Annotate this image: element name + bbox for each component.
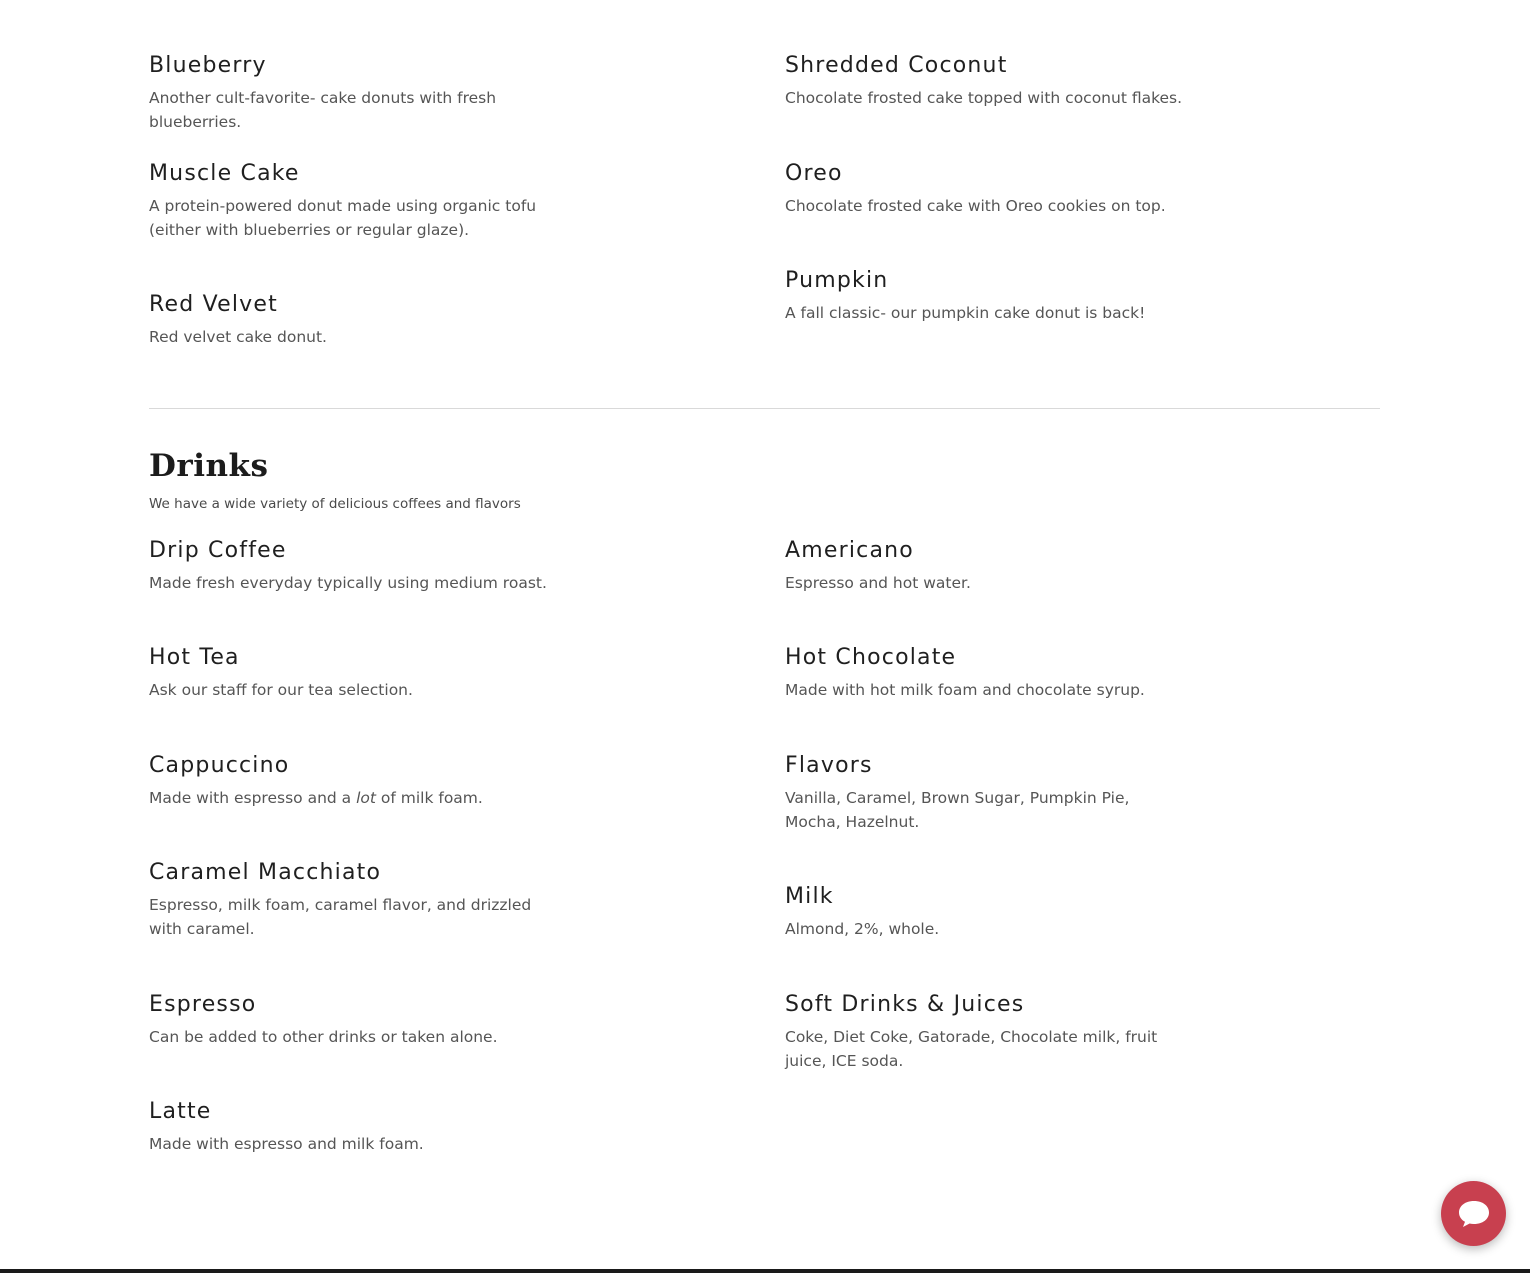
item-name: Latte	[149, 1099, 212, 1124]
menu-item-hot-tea	[149, 644, 589, 702]
section-title: Drinks	[149, 448, 269, 484]
description-text: Made with espresso and a	[149, 789, 357, 807]
description-text: of milk foam.	[375, 789, 483, 807]
item-description: Made fresh everyday typically using medium roast.	[149, 574, 547, 592]
section-subtitle: We have a wide variety of delicious coffees and flavors	[149, 496, 521, 512]
chat-bubble-icon	[1457, 1199, 1491, 1229]
menu-item-blueberry	[149, 52, 589, 134]
item-name: Blueberry	[149, 53, 267, 78]
menu-item-muscle-cake	[149, 160, 589, 242]
item-name: Caramel Macchiato	[149, 860, 382, 885]
item-name: Shredded Coconut	[785, 53, 1008, 78]
item-description: A fall classic- our pumpkin cake donut is back!	[785, 304, 1146, 322]
item-name: Cappuccino	[149, 753, 290, 778]
menu-item-espresso	[149, 991, 589, 1049]
item-description	[149, 786, 589, 810]
item-name: Flavors	[785, 753, 873, 778]
item-name: Drip Coffee	[149, 538, 287, 563]
item-name: Americano	[785, 538, 914, 563]
menu-item-red-velvet	[149, 291, 589, 349]
item-name: Hot Chocolate	[785, 645, 957, 670]
item-name: Soft Drinks & Juices	[785, 992, 1025, 1017]
menu-item-americano	[785, 537, 1205, 595]
item-description: Coke, Diet Coke, Gatorade, Chocolate milk, fruit juice, ICE soda.	[785, 1028, 1158, 1070]
menu-item-milk	[785, 883, 1205, 941]
menu-item-flavors	[785, 752, 1130, 834]
item-name: Espresso	[149, 992, 257, 1017]
menu-item-soft-drinks-juices	[785, 991, 1195, 1073]
item-name: Red Velvet	[149, 292, 278, 317]
footer-edge	[0, 1269, 1530, 1273]
menu-item-hot-chocolate	[785, 644, 1205, 702]
item-name: Hot Tea	[149, 645, 240, 670]
item-name: Muscle Cake	[149, 161, 300, 186]
menu-item-shredded-coconut	[785, 52, 1205, 110]
menu-item-cappuccino	[149, 752, 589, 810]
item-description: Almond, 2%, whole.	[785, 920, 940, 938]
section-divider	[149, 408, 1380, 409]
item-description: Another cult-favorite- cake donuts with fresh blueberries.	[149, 89, 497, 131]
item-description: Espresso and hot water.	[785, 574, 971, 592]
item-description: Made with espresso and milk foam.	[149, 1135, 424, 1153]
chat-button[interactable]	[1441, 1181, 1506, 1246]
description-emphasis: lot	[356, 789, 376, 807]
menu-item-pumpkin	[785, 267, 1205, 325]
item-description: Chocolate frosted cake with Oreo cookies on top.	[785, 197, 1166, 215]
item-description: Ask our staff for our tea selection.	[149, 681, 413, 699]
item-description: Red velvet cake donut.	[149, 328, 327, 346]
menu-item-latte	[149, 1098, 589, 1156]
item-description: A protein-powered donut made using organic tofu (either with blueberries or regular glaze).	[149, 197, 537, 239]
menu-item-drip-coffee	[149, 537, 589, 595]
item-description: Vanilla, Caramel, Brown Sugar, Pumpkin Pie, Mocha, Hazelnut.	[785, 789, 1130, 831]
item-name: Pumpkin	[785, 268, 889, 293]
item-description: Espresso, milk foam, caramel flavor, and drizzled with caramel.	[149, 896, 532, 938]
item-description: Chocolate frosted cake topped with coconut flakes.	[785, 89, 1183, 107]
item-name: Oreo	[785, 161, 843, 186]
item-description: Made with hot milk foam and chocolate syrup.	[785, 681, 1145, 699]
menu-item-oreo	[785, 160, 1205, 218]
menu-item-caramel-macchiato	[149, 859, 539, 941]
item-description: Can be added to other drinks or taken alone.	[149, 1028, 498, 1046]
item-name: Milk	[785, 884, 834, 909]
